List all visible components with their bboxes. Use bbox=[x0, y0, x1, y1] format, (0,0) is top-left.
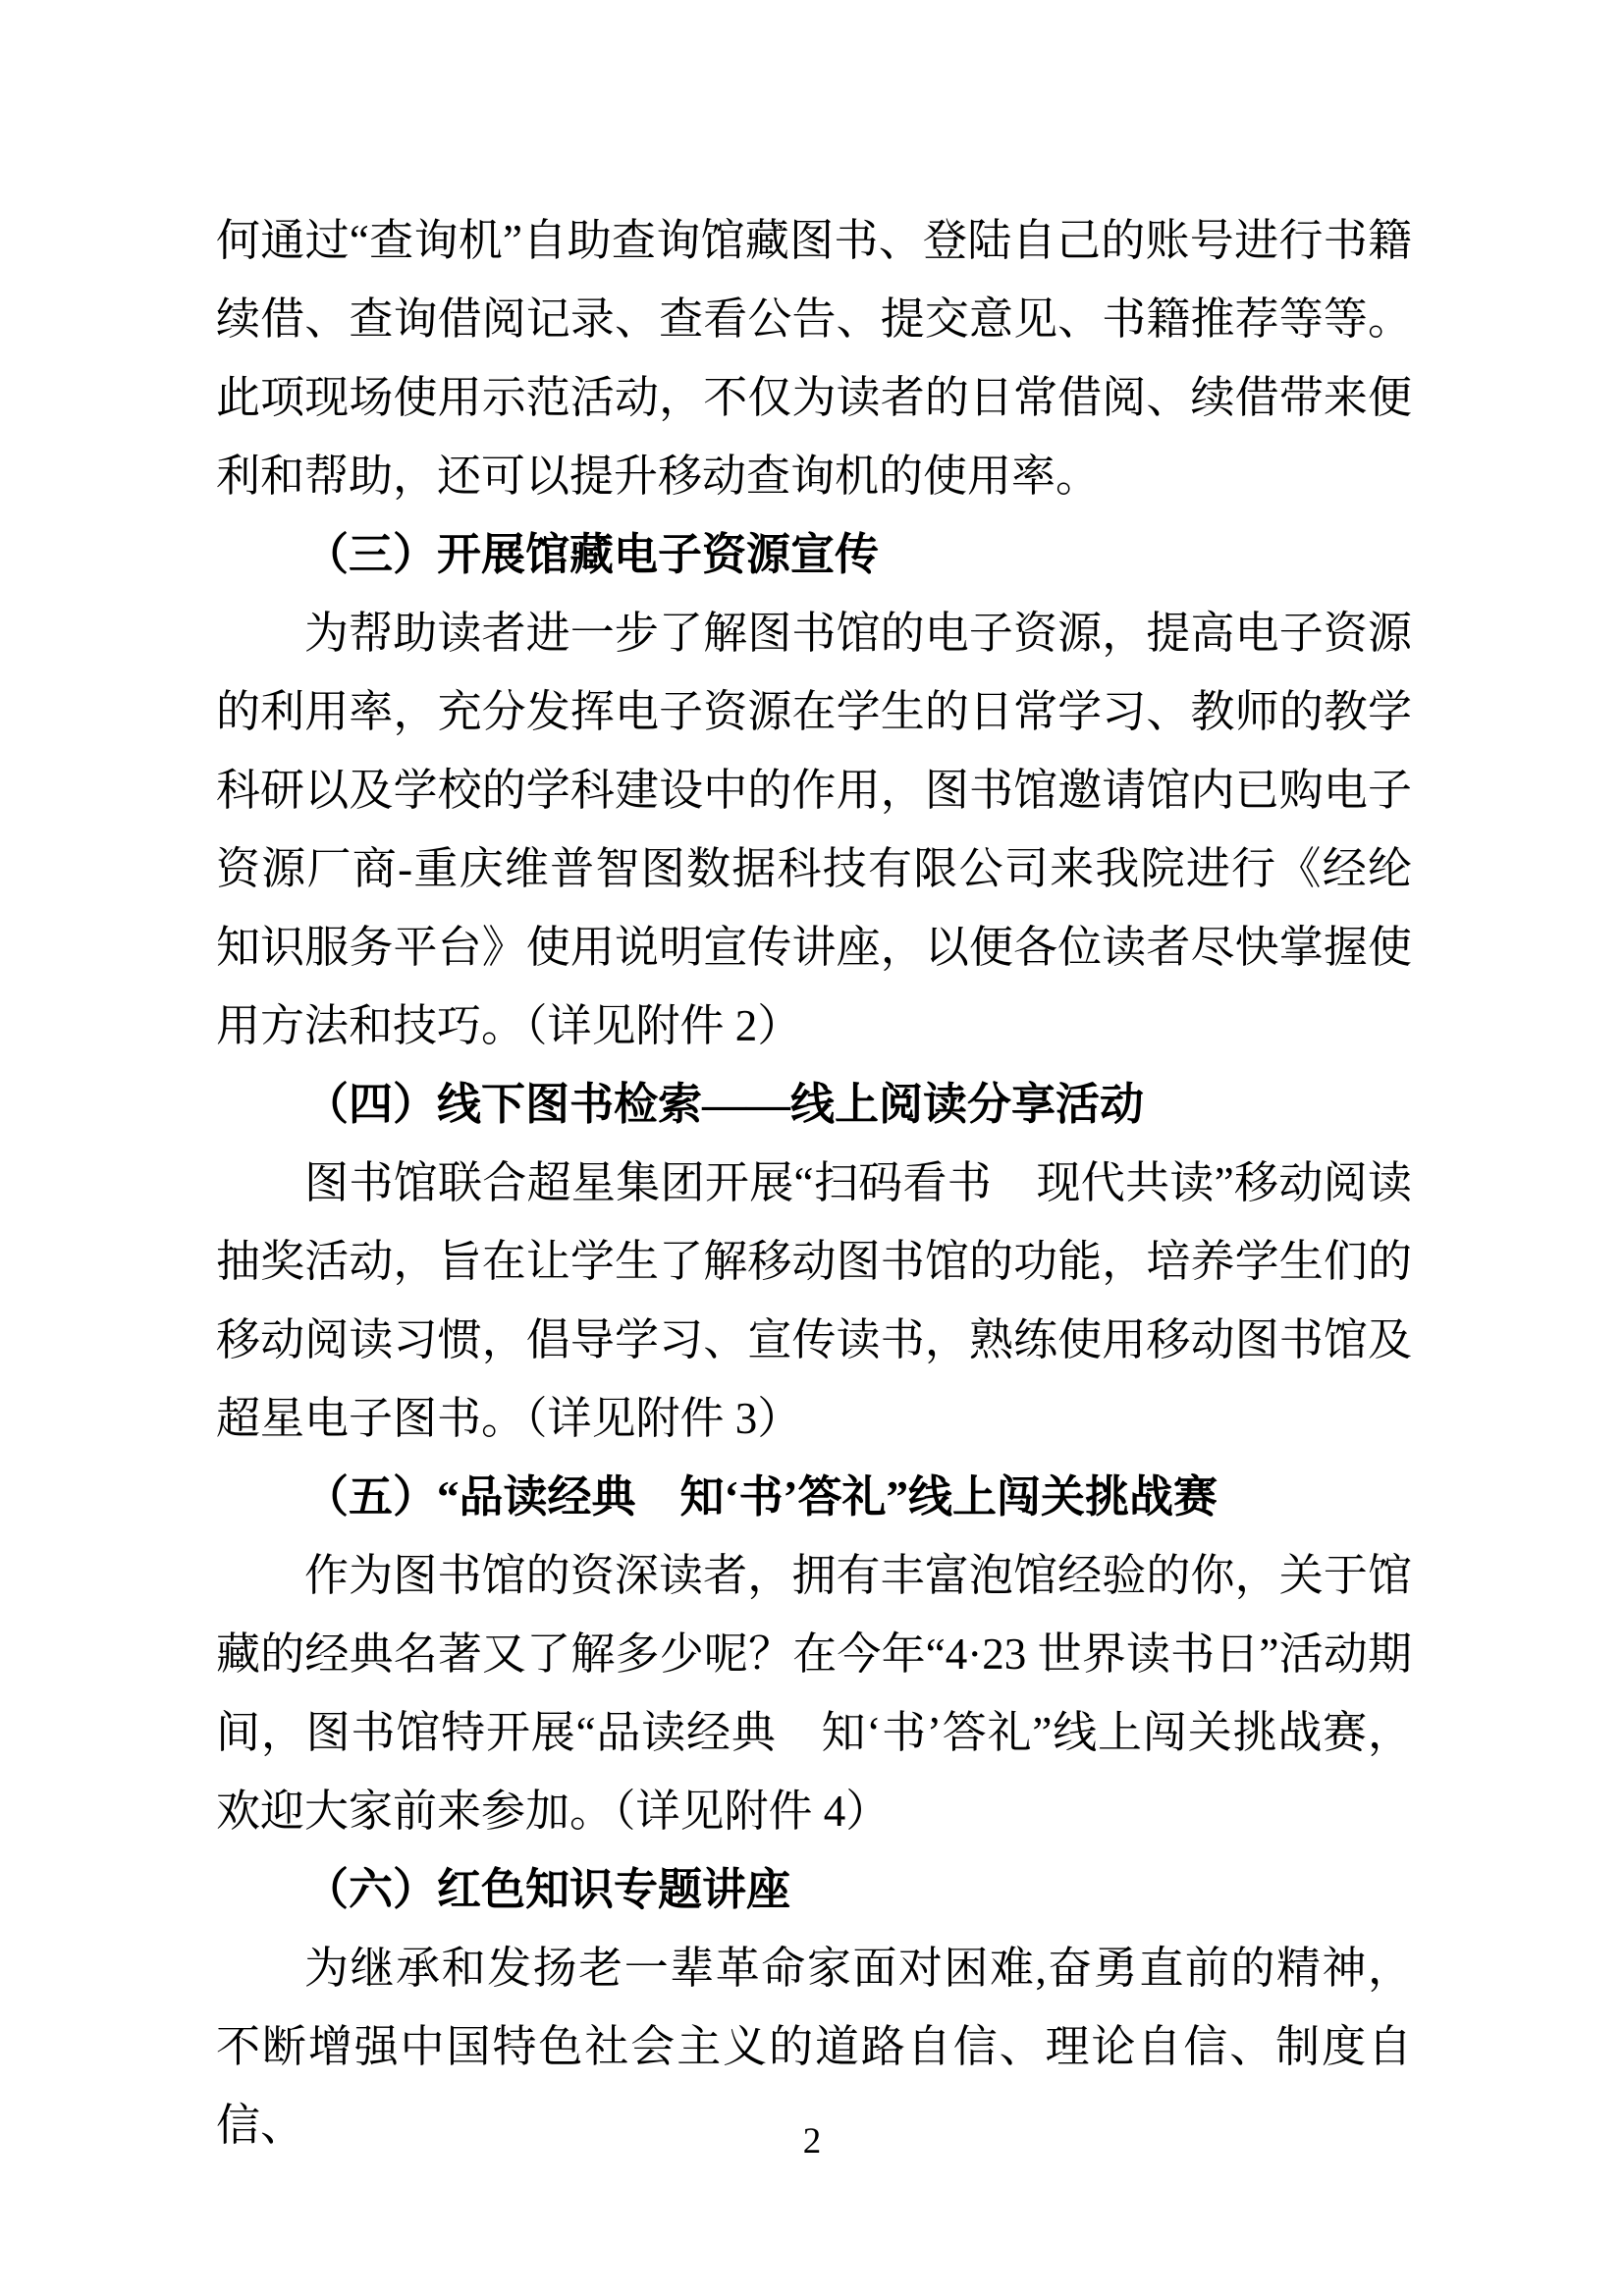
section-heading: （四）线下图书检索——线上阅读分享活动 bbox=[304, 1080, 1145, 1129]
body-paragraph: 图书馆联合超星集团开展“扫码看书 现代共读”移动阅读抽奖活动，旨在让学生了解移动图书馆的功能，培养学生们的移动阅读习惯，倡导学习、宣传读书，熟练使用移动图书馆及超星电子图书。（详见附件 3） bbox=[216, 1158, 1412, 1443]
body-paragraph: 为继承和发扬老一辈革命家面对困难,奋勇直前的精神，不断增强中国特色社会主义的道路自信、理论自信、制度自信、 bbox=[216, 1944, 1412, 2150]
body-paragraph: 作为图书馆的资深读者，拥有丰富泡馆经验的你，关于馆藏的经典名著又了解多少呢？在今年“4·23 世界读书日”活动期间，图书馆特开展“品读经典 知‘书’答礼”线上闯关挑战赛，欢迎大家前来参加。（详见附件 4） bbox=[216, 1551, 1412, 1836]
document-body bbox=[216, 201, 1412, 2164]
page-footer bbox=[0, 2120, 1624, 2163]
page-number: 2 bbox=[802, 2121, 822, 2162]
section-heading: （六）红色知识专题讲座 bbox=[304, 1865, 791, 1914]
section-heading: （三）开展馆藏电子资源宣传 bbox=[304, 530, 880, 579]
section-heading: （五）“品读经典 知‘书’答礼”线上闯关挑战赛 bbox=[304, 1472, 1218, 1522]
body-paragraph: 为帮助读者进一步了解图书馆的电子资源，提高电子资源的利用率，充分发挥电子资源在学生的日常学习、教师的教学科研以及学校的学科建设中的作用，图书馆邀请馆内已购电子资源厂商-重庆维普智图数据科技有限公司来我院进行《经纶知识服务平台》使用说明宣传讲座，以便各位读者尽快掌握使用方法和技巧。（详见附件 2） bbox=[216, 609, 1412, 1050]
body-paragraph: 何通过“查询机”自助查询馆藏图书、登陆自己的账号进行书籍续借、查询借阅记录、查看公告、提交意见、书籍推荐等等。此项现场使用示范活动，不仅为读者的日常借阅、续借带来便利和帮助，还可以提升移动查询机的使用率。 bbox=[216, 216, 1412, 501]
